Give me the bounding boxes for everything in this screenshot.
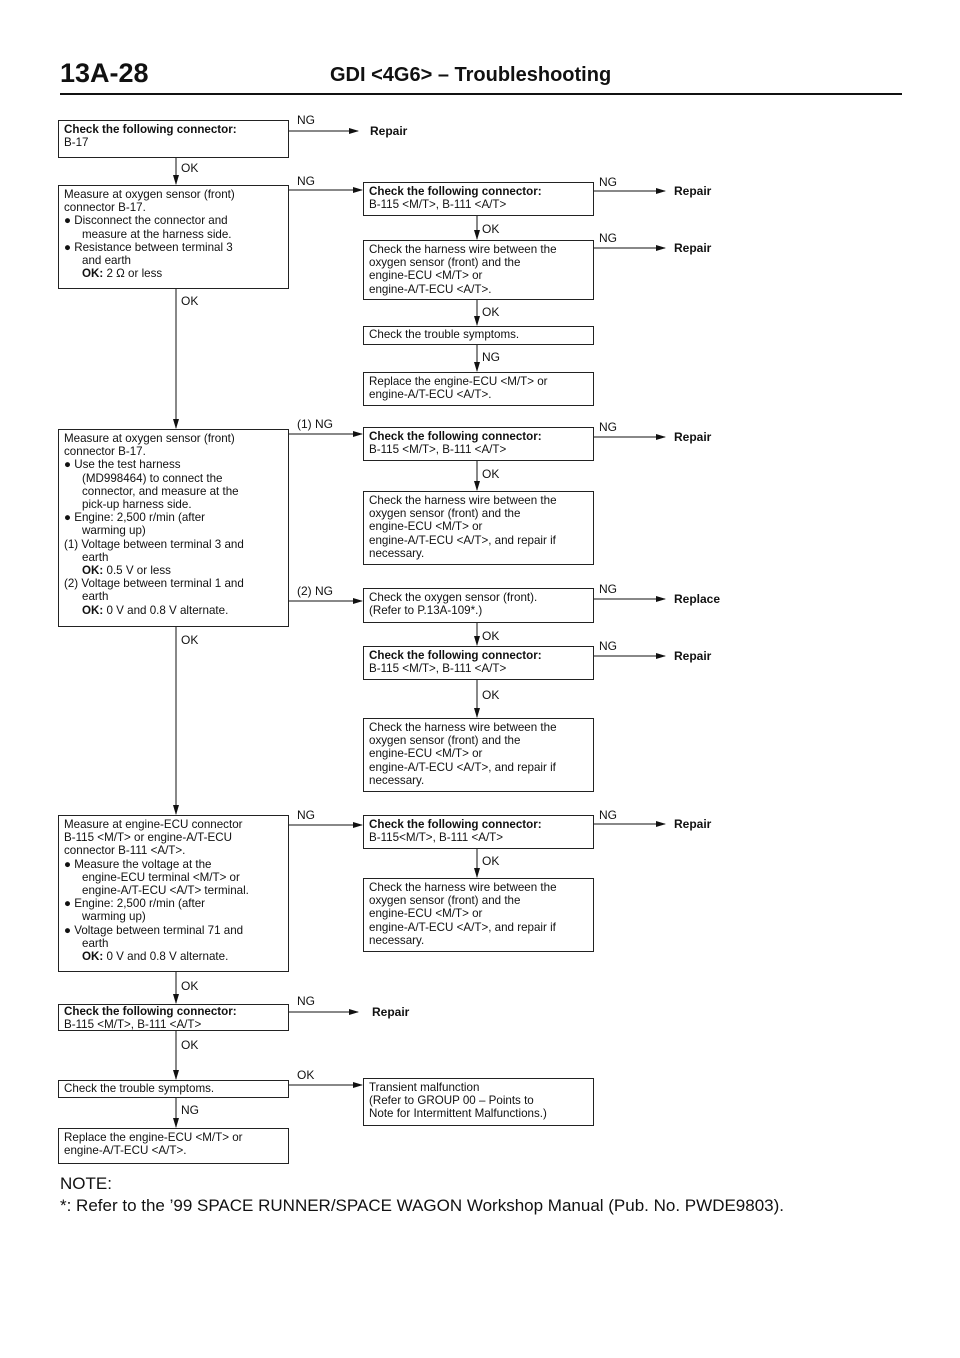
box-line: and earth — [82, 254, 131, 268]
footnote — [60, 1173, 784, 1217]
ok-label: OK — [181, 294, 199, 308]
box-line: oxygen sensor (front) and the — [369, 894, 521, 908]
ok-criteria — [64, 950, 283, 963]
box-line: B-115 <M/T>, B-111 <A/T> — [369, 662, 507, 676]
box-line: ● Use the test harness — [64, 458, 181, 472]
box-line: (2) Voltage between terminal 1 and — [64, 577, 244, 591]
repair-outcome: Repair — [674, 430, 712, 444]
box-line: oxygen sensor (front) and the — [369, 507, 521, 521]
box-line: connector B-17. — [64, 201, 146, 215]
r3-connector-check-box — [363, 646, 594, 680]
ok-label: OK — [482, 222, 500, 236]
transient-malfunction-box — [363, 1078, 594, 1126]
b17-connector-check-box — [58, 120, 289, 158]
ok-criteria — [64, 604, 283, 617]
box-line: (Refer to P.13A-109*.) — [369, 604, 483, 618]
box-line: Measure at oxygen sensor (front) — [64, 188, 235, 201]
box-line: earth — [82, 550, 109, 564]
ok-label: OK — [297, 1068, 315, 1082]
box-line: Check the trouble symptoms. — [369, 328, 520, 341]
box-line: oxygen sensor (front) and the — [369, 734, 521, 748]
sensor-voltage-box — [58, 429, 289, 627]
box-line: earth — [82, 936, 109, 950]
box-line: pick-up harness side. — [82, 498, 192, 512]
box-line: connector B-111 <A/T>. — [64, 844, 186, 858]
box-line: engine-A/T-ECU <A/T>. — [369, 388, 492, 402]
box-line: Measure at engine-ECU connector — [64, 818, 243, 831]
r1-connector-check-box — [363, 182, 594, 216]
box-line: engine-ECU terminal <M/T> or — [82, 870, 240, 884]
repair-outcome: Repair — [370, 124, 408, 138]
note-title: NOTE: — [60, 1174, 112, 1193]
ok-label: OK — [482, 305, 500, 319]
r2-connector-check-box — [363, 427, 594, 461]
ok-criteria-label: OK: — [82, 267, 104, 281]
box-line: B-115<M/T>, B-111 <A/T> — [369, 831, 504, 845]
box-line: warming up) — [82, 910, 146, 924]
ok-label: OK — [482, 467, 500, 481]
box-line: ● Resistance between terminal 3 — [64, 240, 233, 254]
box-title: Check the following connector: — [369, 818, 542, 831]
ok-criteria-label: OK: — [82, 603, 104, 617]
box-line: Check the harness wire between the — [369, 494, 557, 507]
left-connector-check-box — [58, 1004, 289, 1031]
box-line: measure at the harness side. — [82, 227, 232, 241]
r4-harness-check-box — [363, 878, 594, 952]
box-line: (1) Voltage between terminal 3 and — [64, 537, 244, 551]
ng-label: NG — [599, 175, 617, 189]
box-line: ● Voltage between terminal 71 and — [64, 923, 244, 937]
ng-label: NG — [181, 1103, 199, 1117]
box-line: engine-A/T-ECU <A/T>, and repair if — [369, 533, 556, 547]
box-line: Replace the engine-ECU <M/T> or — [369, 375, 548, 388]
box-line: necessary. — [369, 933, 425, 947]
box-line: Note for Intermittent Malfunctions.) — [369, 1107, 547, 1121]
ng-label: NG — [599, 231, 617, 245]
box-line: engine-A/T-ECU <A/T>, and repair if — [369, 920, 556, 934]
box-line: necessary. — [369, 546, 425, 560]
repair-outcome: Repair — [674, 649, 712, 663]
ok-criteria-label: OK: — [82, 564, 104, 578]
box-line: (MD998464) to connect the — [82, 471, 223, 485]
box-line: engine-ECU <M/T> or — [369, 520, 483, 534]
ng1-label: (1) NG — [297, 417, 333, 431]
left-replace-ecu-box — [58, 1128, 289, 1164]
box-title: Check the following connector: — [369, 185, 542, 198]
ecu-voltage-box — [58, 815, 289, 972]
box-line: engine-A/T-ECU <A/T>. — [369, 282, 492, 296]
box-line: Check the harness wire between the — [369, 721, 557, 734]
box-line: necessary. — [369, 773, 425, 787]
box-line: Check the harness wire between the — [369, 243, 557, 256]
box-line: B-115 <M/T>, B-111 <A/T> — [64, 1017, 202, 1031]
box-line: engine-ECU <M/T> or — [369, 269, 483, 283]
box-line: ● Engine: 2,500 r/min (after — [64, 511, 206, 525]
note-text: *: Refer to the ’99 SPACE RUNNER/SPACE WAGON Workshop Manual (Pub. No. PWDE9803). — [60, 1196, 785, 1215]
box-line: oxygen sensor (front) and the — [369, 256, 521, 270]
r1-trouble-symptoms-box — [363, 326, 594, 345]
ok-label: OK — [181, 161, 199, 175]
ok-label: OK — [482, 854, 500, 868]
box-line: ● Engine: 2,500 r/min (after — [64, 897, 206, 911]
box-title: Check the following connector: — [64, 123, 237, 136]
box-title: Check the following connector: — [369, 430, 542, 443]
ng-label: NG — [297, 808, 315, 822]
r4-connector-check-box — [363, 815, 594, 849]
repair-outcome: Repair — [674, 241, 712, 255]
box-line: B-115 <M/T> or engine-A/T-ECU — [64, 831, 232, 845]
box-line: connector, and measure at the — [82, 484, 239, 498]
box-line: warming up) — [82, 524, 146, 538]
repair-outcome: Repair — [372, 1005, 410, 1019]
box-line: Replace the engine-ECU <M/T> or — [64, 1131, 243, 1144]
ok-criteria-value: 2 Ω or less — [106, 267, 163, 281]
ng-label: NG — [297, 113, 315, 127]
left-trouble-symptoms-box — [58, 1080, 289, 1098]
box-line: B-17 — [64, 136, 89, 150]
box-line: Measure at oxygen sensor (front) — [64, 432, 235, 445]
ok-label: OK — [181, 1038, 199, 1052]
box-line: engine-A/T-ECU <A/T> terminal. — [82, 884, 249, 898]
repair-outcome: Repair — [674, 817, 712, 831]
ng-label: NG — [599, 808, 617, 822]
page-title: GDI <4G6> – Troubleshooting — [330, 64, 612, 86]
ng-label: NG — [482, 350, 500, 364]
box-line: engine-A/T-ECU <A/T>. — [64, 1144, 187, 1158]
box-line: (Refer to GROUP 00 – Points to — [369, 1094, 534, 1108]
box-line: Check the trouble symptoms. — [64, 1082, 215, 1095]
ok-label: OK — [482, 629, 500, 643]
repair-outcome: Repair — [674, 184, 712, 198]
box-line: Check the oxygen sensor (front). — [369, 591, 538, 604]
replace-outcome: Replace — [674, 592, 721, 606]
box-line: B-115 <M/T>, B-111 <A/T> — [369, 443, 507, 457]
ng-label: NG — [297, 174, 315, 188]
ok-label: OK — [482, 688, 500, 702]
ok-criteria-label: OK: — [82, 950, 104, 964]
ok-criteria-value: 0.5 V or less — [106, 564, 171, 578]
box-line: connector B-17. — [64, 445, 146, 459]
ng-label: NG — [599, 582, 617, 596]
ng-label: NG — [599, 420, 617, 434]
box-line: ● Disconnect the connector and — [64, 214, 228, 228]
r2-harness-check-box — [363, 491, 594, 565]
r1-replace-ecu-box — [363, 372, 594, 406]
box-title: Check the following connector: — [369, 649, 542, 662]
ok-criteria-value: 0 V and 0.8 V alternate. — [106, 950, 229, 964]
box-line: B-115 <M/T>, B-111 <A/T> — [369, 198, 507, 212]
ng-label: NG — [297, 994, 315, 1008]
box-line: earth — [82, 590, 109, 604]
ok-criteria — [64, 564, 283, 577]
r3-harness-check-box — [363, 718, 594, 792]
box-line: ● Measure the voltage at the — [64, 857, 212, 871]
r1-harness-check-box — [363, 240, 594, 300]
box-line: Check the harness wire between the — [369, 881, 557, 894]
ok-label: OK — [181, 633, 199, 647]
sensor-resistance-box — [58, 185, 289, 289]
r3-oxygen-sensor-check-box — [363, 588, 594, 623]
ok-criteria-value: 0 V and 0.8 V alternate. — [106, 603, 229, 617]
ng2-label: (2) NG — [297, 584, 333, 598]
box-line: Transient malfunction — [369, 1081, 480, 1094]
ng-label: NG — [599, 639, 617, 653]
box-title: Check the following connector: — [64, 1005, 237, 1018]
box-line: engine-ECU <M/T> or — [369, 907, 483, 921]
ok-criteria — [64, 267, 283, 280]
page-number: 13A-28 — [60, 58, 149, 88]
box-line: engine-ECU <M/T> or — [369, 747, 483, 761]
ok-label: OK — [181, 979, 199, 993]
box-line: engine-A/T-ECU <A/T>, and repair if — [369, 760, 556, 774]
